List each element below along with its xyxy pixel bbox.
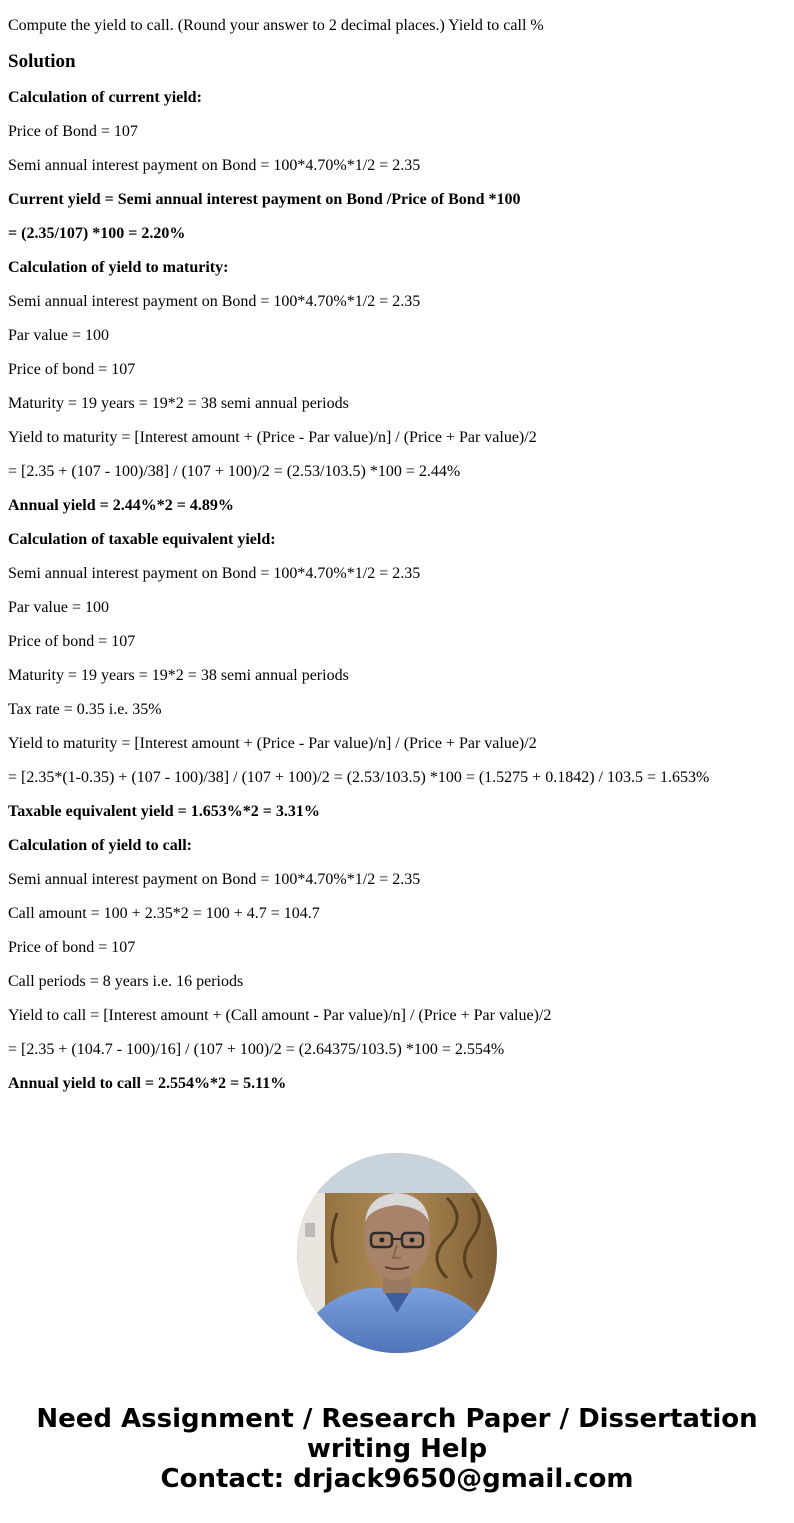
solution-step-line: Tax rate = 0.35 i.e. 35% (8, 701, 162, 718)
promo-contact-line: Contact: drjack9650@gmail.com (160, 1464, 634, 1494)
solution-step-line: = [2.35 + (107 - 100)/38] / (107 + 100)/2 = (2.53/103.5) *100 = 2.44% (8, 463, 461, 480)
solution-step-line: Price of Bond = 107 (8, 123, 138, 140)
assignment-help-banner (0, 1404, 794, 1494)
solution-step-line: Yield to maturity = [Interest amount + (Price - Par value)/n] / (Price + Par value)/2 (8, 735, 537, 752)
solution-step-line: Maturity = 19 years = 19*2 = 38 semi annual periods (8, 395, 349, 412)
author-photo-icon (297, 1153, 497, 1353)
solution-step-line: Price of bond = 107 (8, 939, 136, 956)
solution-step-line: Call amount = 100 + 2.35*2 = 100 + 4.7 = 104.7 (8, 905, 320, 922)
solution-step-heading: Calculation of yield to maturity: (8, 259, 229, 276)
question-partial-line (8, 0, 788, 1)
solution-step-line: Semi annual interest payment on Bond = 100*4.70%*1/2 = 2.35 (8, 157, 421, 174)
solution-step-heading: Calculation of taxable equivalent yield: (8, 531, 276, 548)
solution-step-line: Par value = 100 (8, 327, 109, 344)
promo-line-1: Need Assignment / Research Paper / Dissertation (36, 1404, 758, 1434)
solution-step-line: Yield to call = [Interest amount + (Call amount - Par value)/n] / (Price + Par value)/2 (8, 1007, 552, 1024)
solution-step-heading: Annual yield to call = 2.554%*2 = 5.11% (8, 1075, 287, 1092)
author-avatar (297, 1153, 497, 1353)
solution-step-line: Semi annual interest payment on Bond = 100*4.70%*1/2 = 2.35 (8, 293, 421, 310)
solution-step-line: = [2.35*(1-0.35) + (107 - 100)/38] / (107 + 100)/2 = (2.53/103.5) *100 = (1.5275 + 0.1842) / 103.5 = 1.653% (8, 769, 710, 786)
solution-step-line: Price of bond = 107 (8, 361, 136, 378)
solution-lines (8, 89, 788, 1093)
solution-heading: Solution (8, 51, 76, 72)
promo-line-2: writing Help (306, 1434, 488, 1464)
solution-document (8, 0, 788, 1109)
solution-step-heading: Annual yield = 2.44%*2 = 4.89% (8, 497, 234, 514)
solution-step-line: = [2.35 + (104.7 - 100)/16] / (107 + 100)/2 = (2.64375/103.5) *100 = 2.554% (8, 1041, 505, 1058)
solution-step-line: Yield to maturity = [Interest amount + (Price - Par value)/n] / (Price + Par value)/2 (8, 429, 537, 446)
solution-step-line: Semi annual interest payment on Bond = 100*4.70%*1/2 = 2.35 (8, 565, 421, 582)
solution-step-heading: Calculation of yield to call: (8, 837, 192, 854)
solution-step-line: Semi annual interest payment on Bond = 100*4.70%*1/2 = 2.35 (8, 871, 421, 888)
solution-step-heading: Taxable equivalent yield = 1.653%*2 = 3.31% (8, 803, 320, 820)
solution-step-line: Price of bond = 107 (8, 633, 136, 650)
solution-step-line: Call periods = 8 years i.e. 16 periods (8, 973, 244, 990)
solution-step-heading: = (2.35/107) *100 = 2.20% (8, 225, 186, 242)
solution-step-line: Maturity = 19 years = 19*2 = 38 semi annual periods (8, 667, 349, 684)
solution-step-line: Par value = 100 (8, 599, 109, 616)
solution-step-heading: Current yield = Semi annual interest payment on Bond /Price of Bond *100 (8, 191, 521, 208)
yield-to-call-prompt: Compute the yield to call. (Round your answer to 2 decimal places.) Yield to call % (8, 17, 544, 34)
solution-step-heading: Calculation of current yield: (8, 89, 202, 106)
